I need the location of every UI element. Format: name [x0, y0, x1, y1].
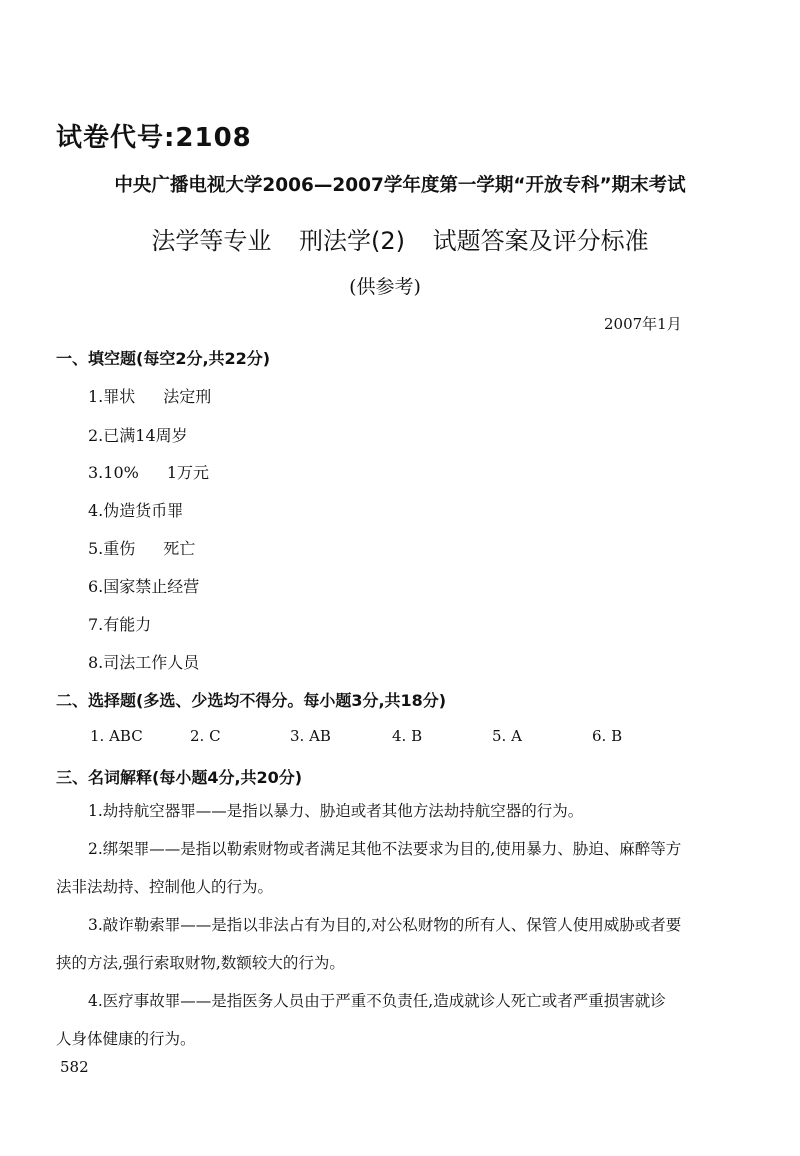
title-doc: 试题答案及评分标准 — [432, 227, 649, 255]
item-answer: 伪造货币罪 — [103, 501, 184, 520]
title-course: 刑法学(2) — [299, 227, 405, 255]
item-number: 6. — [88, 577, 104, 596]
item-number: 5. — [88, 539, 104, 558]
definition-item — [56, 798, 746, 836]
list-item — [88, 423, 188, 446]
reference-note: (供参考) — [349, 276, 421, 298]
list-item — [88, 384, 211, 407]
choice-answer: 4. B — [392, 727, 423, 745]
page-number: 582 — [60, 1058, 89, 1076]
list-item — [88, 612, 151, 635]
item-answer: 有能力 — [103, 615, 152, 634]
item-answer: 法定刑 — [163, 387, 212, 406]
definition-line: 挟的方法,强行索取财物,数额较大的行为。 — [56, 954, 345, 972]
definition-line: 1.劫持航空器罪——是指以暴力、胁迫或者其他方法劫持航空器的行为。 — [88, 802, 584, 820]
definition-line: 法非法劫持、控制他人的行为。 — [56, 878, 274, 896]
item-number: 4. — [88, 501, 104, 520]
definition-item — [56, 912, 746, 976]
definition-line: 2.绑架罪——是指以勒索财物或者满足其他不法要求为目的,使用暴力、胁迫、麻醉等方 — [88, 840, 682, 858]
definition-item — [56, 988, 746, 1052]
title-major: 法学等专业 — [151, 227, 272, 255]
choice-answer: 2. C — [190, 727, 221, 745]
exam-title — [0, 221, 800, 256]
item-number: 3. — [88, 463, 104, 482]
list-item — [88, 536, 195, 559]
list-item — [88, 498, 183, 521]
section3-heading: 三、名词解释(每小题4分,共20分) — [56, 768, 303, 787]
choice-answer: 6. B — [592, 727, 623, 745]
item-answer: 已满14周岁 — [103, 426, 188, 445]
exam-institution-line: 中央广播电视大学2006—2007学年度第一学期“开放专科”期末考试 — [114, 175, 686, 196]
item-answer: 国家禁止经营 — [103, 577, 200, 596]
list-item — [88, 574, 199, 597]
definition-line: 人身体健康的行为。 — [56, 1030, 196, 1048]
item-number: 8. — [88, 653, 104, 672]
section2-heading: 二、选择题(多选、少选均不得分。每小题3分,共18分) — [56, 691, 447, 710]
exam-code: 试卷代号:2108 — [56, 123, 252, 153]
item-answer: 死亡 — [163, 539, 196, 558]
item-number: 1. — [88, 387, 104, 406]
item-answer: 重伤 — [103, 539, 136, 558]
definition-line: 4.医疗事故罪——是指医务人员由于严重不负责任,造成就诊人死亡或者严重损害就诊 — [88, 992, 666, 1010]
item-answer: 10% — [103, 463, 139, 482]
item-answer: 司法工作人员 — [103, 653, 200, 672]
item-number: 7. — [88, 615, 104, 634]
section1-heading: 一、填空题(每空2分,共22分) — [56, 349, 271, 368]
item-answer: 罪状 — [103, 387, 136, 406]
choice-answer: 3. AB — [290, 727, 331, 745]
definition-item — [56, 836, 746, 900]
definition-line: 3.敲诈勒索罪——是指以非法占有为目的,对公私财物的所有人、保管人使用威胁或者要 — [88, 916, 682, 934]
choice-answer: 1. ABC — [90, 727, 143, 745]
list-item — [88, 460, 209, 483]
item-number: 2. — [88, 426, 104, 445]
list-item — [88, 650, 199, 673]
choice-answer: 5. A — [492, 727, 522, 745]
item-answer: 1万元 — [166, 463, 210, 482]
exam-date: 2007年1月 — [604, 315, 682, 333]
